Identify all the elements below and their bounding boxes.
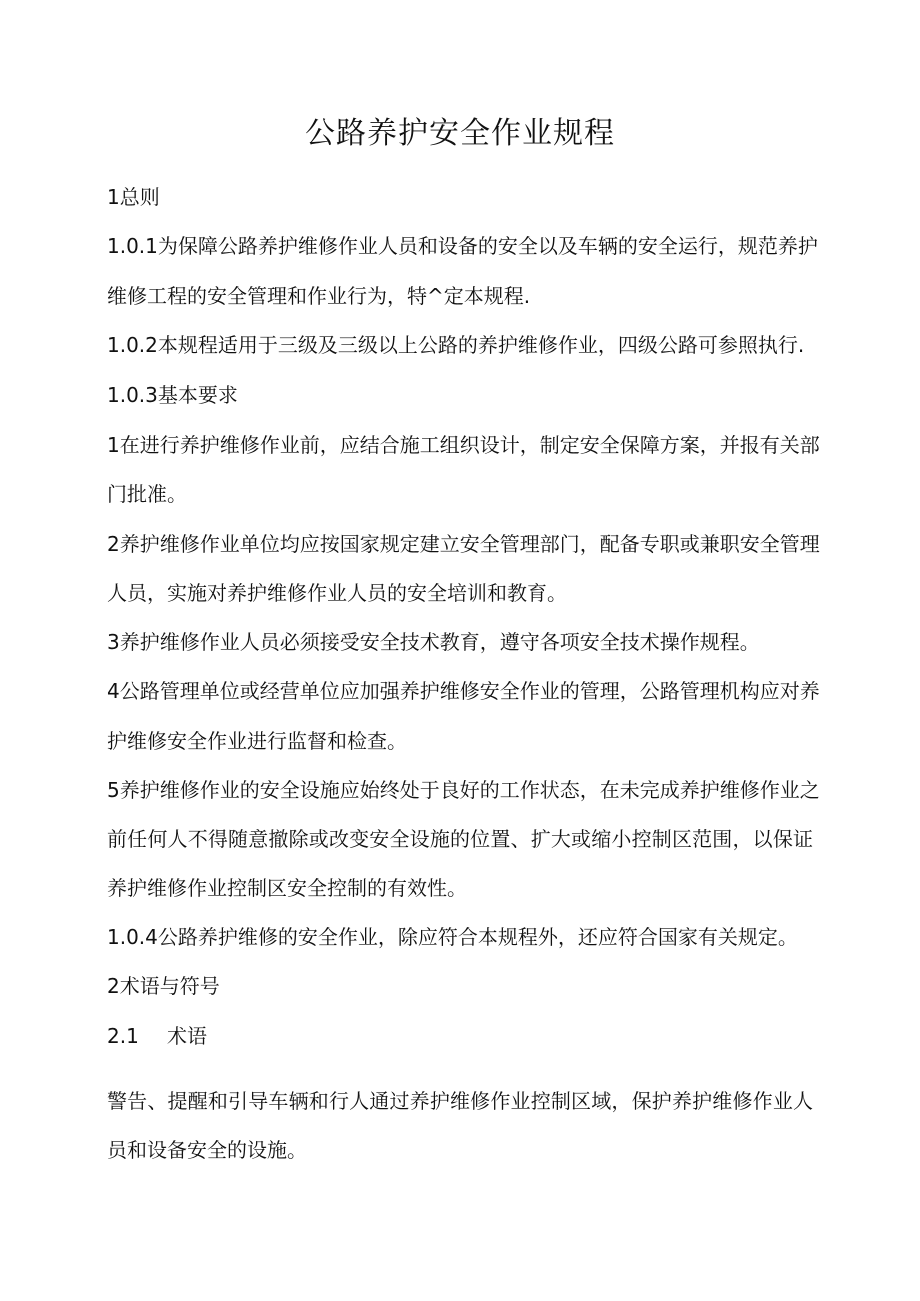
paragraph-line: 1.0.4公路养护维修的安全作业，除应符合本规程外，还应符合国家有关规定。: [107, 925, 798, 949]
section-heading-terms: 2术语与符号: [107, 974, 220, 998]
term-heading-label: 术语: [167, 1024, 207, 1048]
document-title: 公路养护安全作业规程: [305, 116, 615, 151]
paragraph-line: 护维修安全作业进行监督和检查。: [107, 729, 407, 753]
paragraph-line: 员和设备安全的设施。: [107, 1138, 307, 1162]
paragraph-line: 前任何人不得随意撤除或改变安全设施的位置、扩大或缩小控制区范围，以保证: [107, 827, 813, 851]
term-heading: [107, 1021, 207, 1051]
paragraph-line: 人员，实施对养护维修作业人员的安全培训和教育。: [107, 581, 567, 605]
subsection-heading: 1.0.3基本要求: [107, 383, 238, 407]
paragraph-line: 1在进行养护维修作业前，应结合施工组织设计，制定安全保障方案，并报有关部: [107, 433, 820, 457]
section-heading-general: 1总则: [107, 185, 160, 209]
paragraph-line: 警告、提醒和引导车辆和行人通过养护维修作业控制区域，保护养护维修作业人: [107, 1089, 813, 1113]
paragraph-line: 2养护维修作业单位均应按国家规定建立安全管理部门，配备专职或兼职安全管理: [107, 532, 820, 556]
paragraph-line: 1.0.2本规程适用于三级及三级以上公路的养护维修作业，四级公路可参照执行.: [107, 333, 805, 357]
paragraph-line: 5养护维修作业的安全设施应始终处于良好的工作状态，在未完成养护维修作业之: [107, 778, 820, 802]
paragraph-line: 4公路管理单位或经营单位应加强养护维修安全作业的管理，公路管理机构应对养: [107, 679, 820, 703]
paragraph-line: 门批准。: [107, 482, 187, 506]
paragraph-line: 3养护维修作业人员必须接受安全技术教育，遵守各项安全技术操作规程。: [107, 630, 760, 654]
term-heading-number: 2.1: [107, 1024, 139, 1048]
paragraph-line: 1.0.1为保障公路养护维修作业人员和设备的安全以及车辆的安全运行，规范养护: [107, 234, 818, 258]
paragraph-line: 养护维修作业控制区安全控制的有效性。: [107, 876, 467, 900]
paragraph-line: 维修工程的安全管理和作业行为，特^定本规程.: [107, 284, 531, 308]
